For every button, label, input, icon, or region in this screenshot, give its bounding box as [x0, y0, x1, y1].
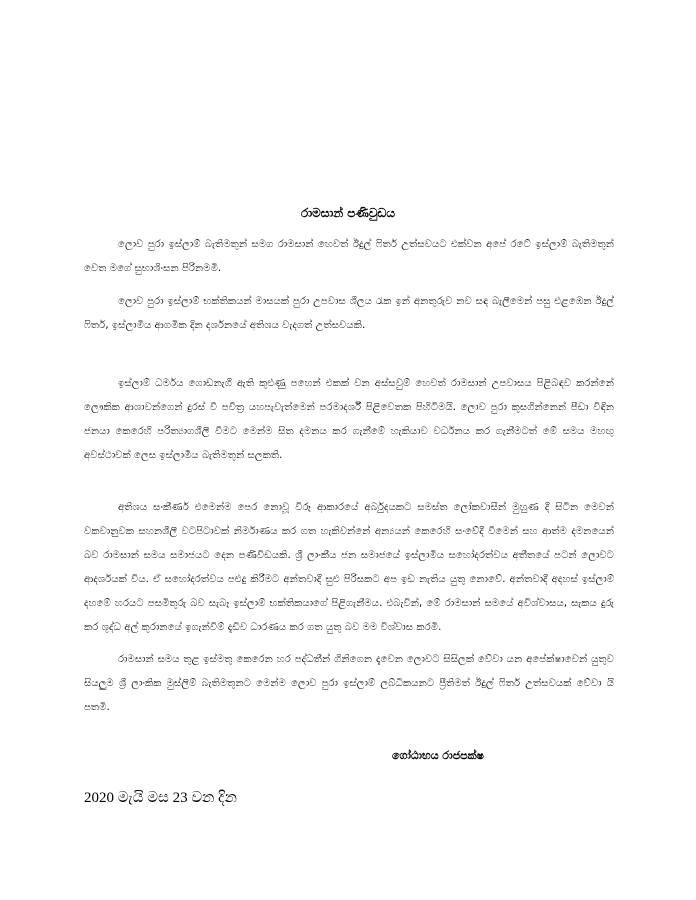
paragraph-fasting: ඉස්ලාම් ධර්මය ගොඩනැගී ඇති කුළුණු පහෙන් එකක් වන අස්සවුම් හෙවත් රාමසාන් උපවාසය පිළිබඳව කරන්නේ ලෞකික ආශාවන්ගෙන් දුරස් වී පවිත්‍ර යහපැවැත්මෙන් පරමාදර්ශී පිළිවෙතක පිහිටීමයි. ලොව පුරා කුසගින්නෙන් පීඩා විඳින ජනයා කෙරෙහි පරිත්‍යාගශීලී වීමට මෙන්ම සිත දමනය කර ගැනීමේ හැකියාව වර්ධනය කර ගැනීමටත් මේ සමය මහඟු අවස්ථාවක් ලෙස ඉස්ලාමීය බැතිමතුන් සලකති. — [84, 378, 614, 461]
letter-date: 2020 මැයි මස 23 වන දින — [84, 790, 237, 806]
paragraph-festival: ලොව පුරා ඉස්ලාම් භක්තිකයන් මාසයක් පුරා උපවාස ශීලය රැක ඉන් අනතුරුව නව සඳ බැලීමෙන් පසු එළඹෙන ඊදුල් ෆිතර්, ඉස්ලාමීය ආගමික දින දර්ශනයේ අතිශය වැදගත් උත්සවයකි. — [84, 296, 614, 331]
paragraph-message: අතිශය සංකීර්ණ එමෙන්ම පෙර නොවූ විරූ ආකාරයේ අර්බුදයකට සමස්ත ලෝකවාසීන් මුහුණ දී සිටින මෙවන් වකවානුවක සහනශීලී වටපිටාවක් නිර්මාණය කර ගත හැකිවන්නේ අන්‍යයන් කෙරෙහි සංවේදී වීමෙන් සහ ආත්ම දමනයෙන් බව රාමසාන් සමය සමාජයට දෙන පණිවිඩයකි. ශ්‍රී ලාංකීය ජන සමාජයේ ඉස්ලාමීය සහෝදරත්වය අතීතයේ පටන් ලොවට ආදර්ශයක් විය. ඒ සහෝදරත්වය පළුදු කිරීමට අන්තවාදී සුළු පිරිසකට අප ඉඩ නැතිය යුතු නොවේ. අන්තවාදී අදහස් ඉස්ලාම් දහමේ හරයට පසමිතුරු බව සැබෑ ඉස්ලාම් භක්තිකයාගේ පිළිගැනීමය. එබැවින්, මේ රාමසාන් සමයේ අවිශ්වාසය, සැකය දුරු කර ශුද්ධ අල් කුරානයේ ඉගැන්වීම් දැඩිව ධාරණය කර ගත යුතු බව මම විශ්වාස කරමි. — [84, 502, 614, 633]
letter-title: රාමසාන් පණිවුඩය — [300, 206, 396, 220]
paragraph-greeting: ලොව පුරා ඉස්ලාම් බැතිමතුන් සමග රාමසාන් හෙවත් ඊදුල් ෆිතර් උත්සවයට එක්වන අපේ රටේ ඉස්ලාම් බැතිමතුන් වෙත මගේ සුභාශිංසන පිරිනමමි. — [84, 239, 614, 274]
paragraph-wishes: රාමසාන් සමය තුළ ඉස්මතු කෙරෙන හර පද්ධතීන් ගිනිගෙන දැවෙන ලොවට සිසිලක් වේවා යන අපේක්ෂාවෙන් යුතුව සියලුම ශ්‍රී ලාංකික මුස්ලිම් බැතිමතුනට මෙන්ම ලොව පුරා ඉස්ලාම් ලබ්ධිකයනට ප්‍රීතිමත් ඊදුල් ෆිතර් උත්සවයක් වේවා යි පතමි. — [84, 654, 614, 713]
signature-name: ගෝඨාභය රාජපක්ෂ — [392, 749, 484, 762]
